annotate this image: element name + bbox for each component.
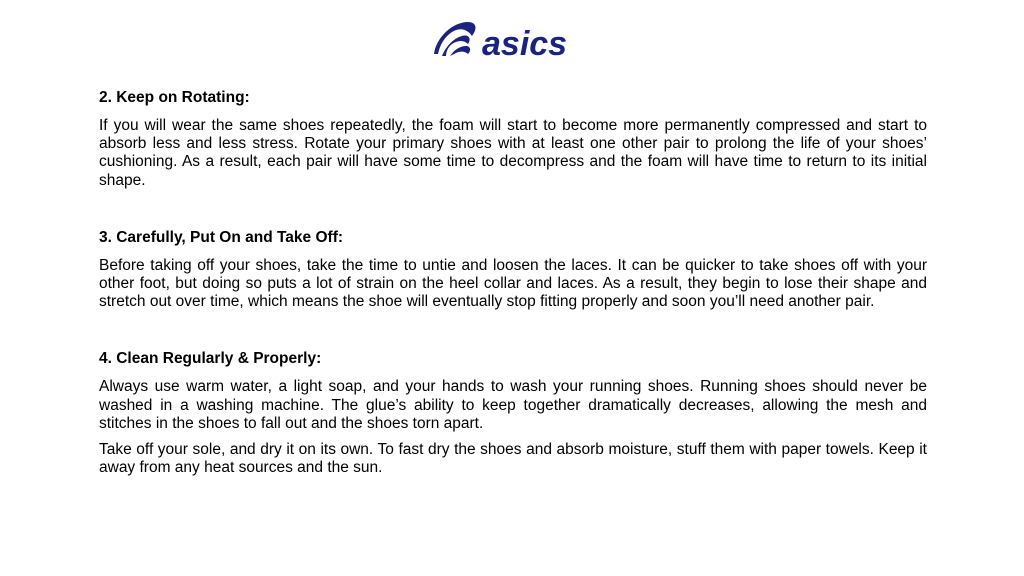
section-paragraph: If you will wear the same shoes repeatedly, the foam will start to become more permanently compressed and start to absorb less and less stress. Rotate your primary shoes with at least one other pair to prolong the life of your shoes’ cushioning. As a result, each pair will have some time to decompress and the foam will have time to return to its initial shape. <box>99 117 927 189</box>
section-heading: 3. Carefully, Put On and Take Off: <box>99 228 344 246</box>
document-body <box>99 88 927 485</box>
asics-stripes-icon <box>432 18 580 62</box>
section-clean-regularly <box>99 349 927 477</box>
section-paragraph: Always use warm water, a light soap, and your hands to wash your running shoes. Running shoes should never be washed in a washing machine. The glue’s ability to keep together dramatically decreases, allowing the mesh and stitches in the shoes to fall out and the shoes torn apart. <box>99 378 927 432</box>
asics-logo <box>432 18 580 62</box>
section-paragraph: Before taking off your shoes, take the time to untie and loosen the laces. It can be quicker to take shoes off with your other foot, but doing so puts a lot of strain on the heel collar and laces. As a result, they begin to lose their shape and stretch out over time, which means the shoe will eventually stop fitting properly and soon you’ll need another pair. <box>99 256 927 311</box>
section-heading: 2. Keep on Rotating: <box>99 89 250 106</box>
section-paragraph: Take off your sole, and dry it on its own. To fast dry the shoes and absorb moisture, stuff them with paper towels. Keep it away from any heat sources and the sun. <box>99 441 927 477</box>
section-keep-rotating <box>99 88 927 190</box>
section-heading: 4. Clean Regularly & Properly: <box>99 350 322 368</box>
section-put-on-take-off <box>99 228 927 312</box>
asics-wordmark: asics <box>482 25 568 62</box>
